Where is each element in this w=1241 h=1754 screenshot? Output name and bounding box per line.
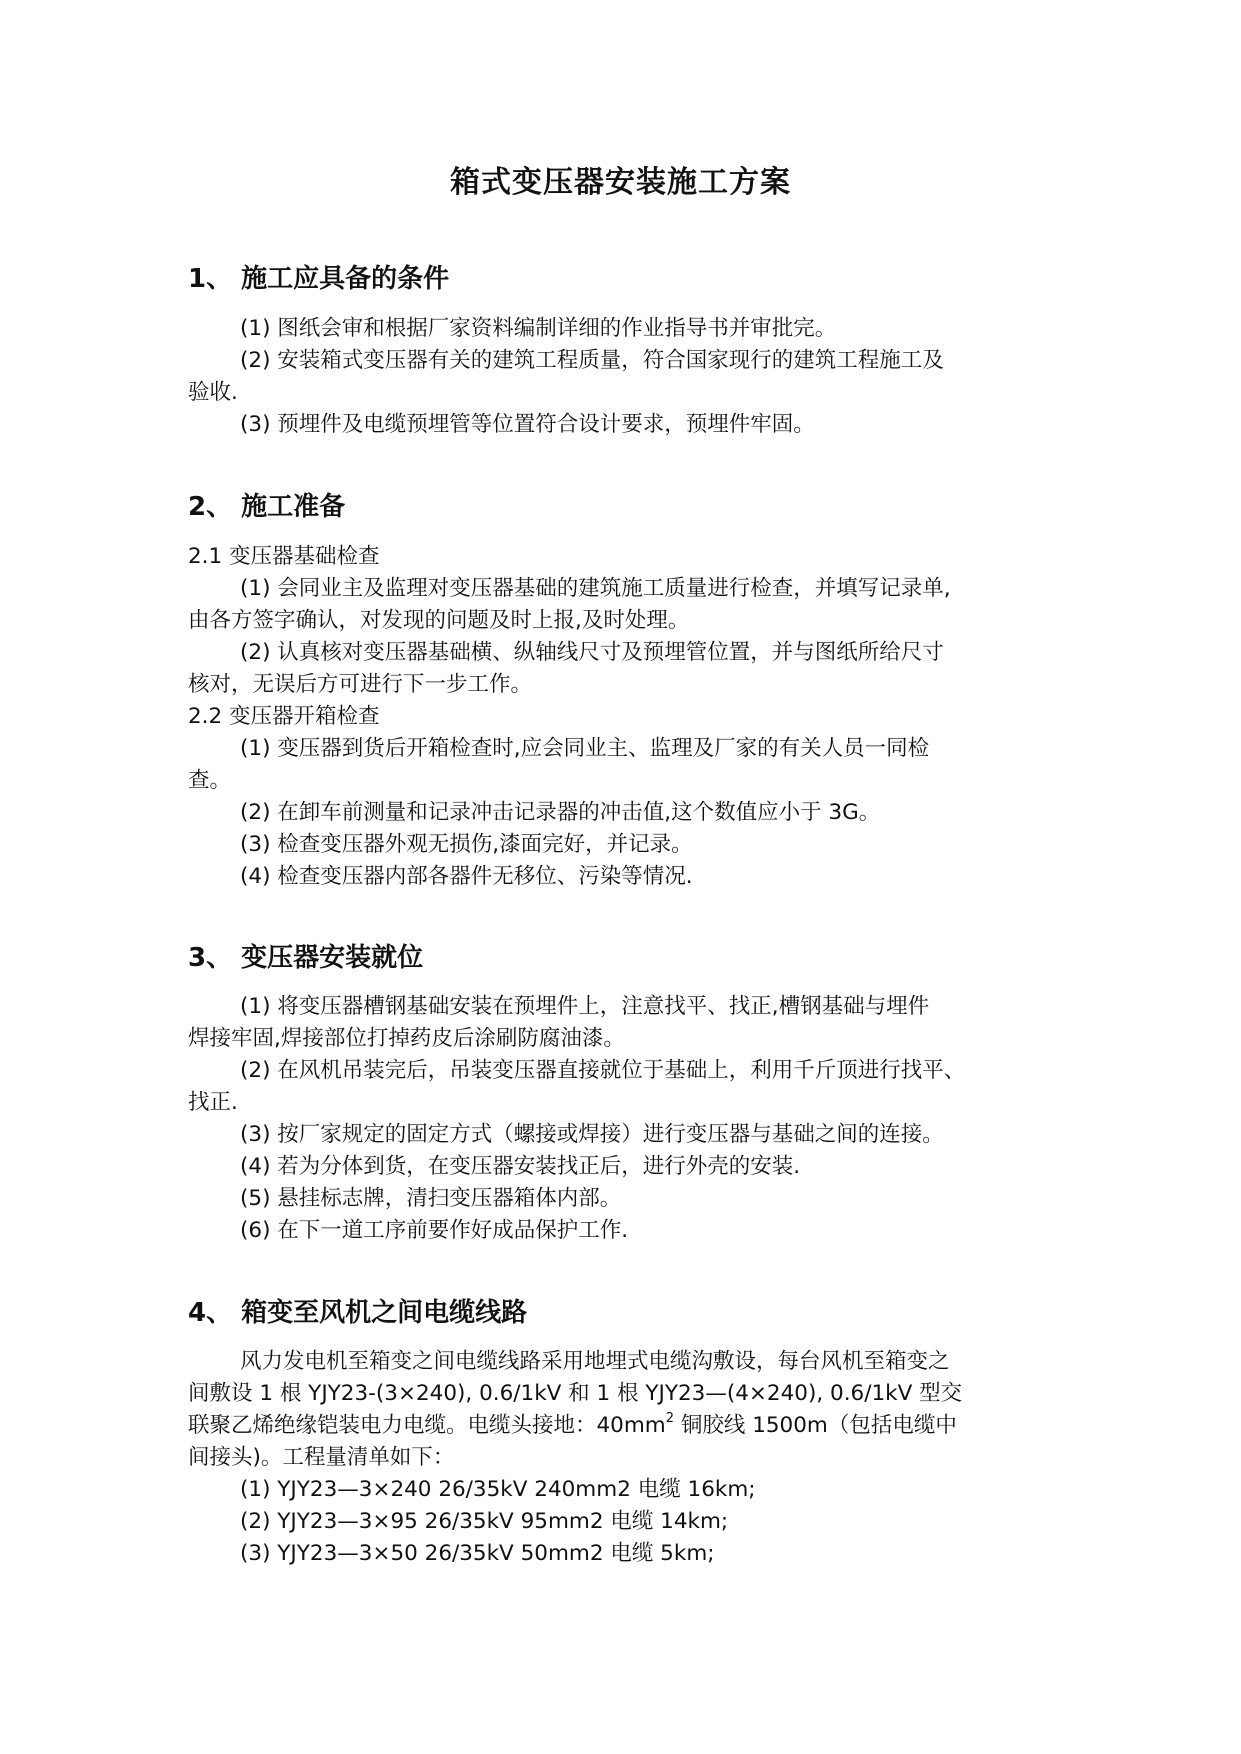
section-4-para-line-1: 风力发电机至箱变之间电缆线路采用地埋式电缆沟敷设，每台风机至箱变之 — [240, 1349, 950, 1374]
section-3-item-4: (4) 若为分体到货，在变压器安装找正后，进行外壳的安装. — [240, 1154, 801, 1179]
subsection-2-2-heading: 2.2 变压器开箱检查 — [188, 704, 380, 729]
section-4-para-line-4: 间接头)。工程量清单如下： — [188, 1445, 455, 1470]
section-4-para-line-3-b: 铜胶线 1500m（包括电缆中 — [674, 1413, 957, 1438]
subsection-2-2-item-1-cont: 查。 — [188, 768, 232, 793]
section-2-heading: 2、 施工准备 — [188, 492, 346, 522]
subsection-2-1-item-1-cont: 由各方签字确认，对发现的问题及时上报,及时处理。 — [188, 608, 690, 633]
section-1-item-3: (3) 预埋件及电缆预埋管等位置符合设计要求，预埋件牢固。 — [240, 412, 815, 437]
superscript-2: 2 — [665, 1410, 675, 1426]
subsection-2-1-heading: 2.1 变压器基础检查 — [188, 544, 380, 569]
subsection-2-1-item-2: (2) 认真核对变压器基础横、纵轴线尺寸及预埋管位置，并与图纸所给尺寸 — [240, 640, 944, 665]
section-4-para-line-3-a: 联聚乙烯绝缘铠装电力电缆。电缆头接地：40mm — [188, 1413, 666, 1438]
section-4-para-line-3 — [188, 1410, 957, 1442]
section-3-item-1-cont: 焊接牢固,焊接部位打掉药皮后涂刷防腐油漆。 — [188, 1026, 625, 1051]
subsection-2-1-item-2-cont: 核对，无误后方可进行下一步工作。 — [188, 672, 533, 697]
section-3-heading: 3、 变压器安装就位 — [188, 943, 424, 973]
document-title: 箱式变压器安装施工方案 — [450, 165, 791, 200]
section-3-item-3: (3) 按厂家规定的固定方式（螺接或焊接）进行变压器与基础之间的连接。 — [240, 1122, 944, 1147]
subsection-2-2-item-3: (3) 检查变压器外观无损伤,漆面完好，并记录。 — [240, 832, 693, 857]
cable-list-item-3: (3) YJY23—3×50 26/35kV 50mm2 电缆 5km; — [240, 1541, 715, 1566]
section-1-item-1: (1) 图纸会审和根据厂家资料编制详细的作业指导书并审批完。 — [240, 316, 837, 341]
section-1-item-2: (2) 安装箱式变压器有关的建筑工程质量，符合国家现行的建筑工程施工及 — [240, 348, 944, 373]
section-3-item-5: (5) 悬挂标志牌，清扫变压器箱体内部。 — [240, 1186, 622, 1211]
section-4-heading: 4、 箱变至风机之间电缆线路 — [188, 1298, 528, 1328]
subsection-2-1-item-1: (1) 会同业主及监理对变压器基础的建筑施工质量进行检查，并填写记录单, — [240, 576, 951, 601]
section-4-para-line-2: 间敷设 1 根 YJY23-(3×240), 0.6/1kV 和 1 根 YJY23—(4×240), 0.6/1kV 型交 — [188, 1381, 963, 1406]
section-1-item-2-cont: 验收. — [188, 380, 238, 405]
subsection-2-2-item-1: (1) 变压器到货后开箱检查时,应会同业主、监理及厂家的有关人员一同检 — [240, 736, 930, 761]
subsection-2-2-item-2: (2) 在卸车前测量和记录冲击记录器的冲击值,这个数值应小于 3G。 — [240, 800, 881, 825]
subsection-2-2-item-4: (4) 检查变压器内部各器件无移位、污染等情况. — [240, 864, 693, 889]
section-3-item-2: (2) 在风机吊装完后，吊装变压器直接就位于基础上，利用千斤顶进行找平、 — [240, 1058, 966, 1083]
section-1-heading: 1、 施工应具备的条件 — [188, 264, 450, 294]
cable-list-item-2: (2) YJY23—3×95 26/35kV 95mm2 电缆 14km; — [240, 1509, 729, 1534]
section-3-item-1: (1) 将变压器槽钢基础安装在预埋件上，注意找平、找正,槽钢基础与埋件 — [240, 994, 930, 1019]
cable-list-item-1: (1) YJY23—3×240 26/35kV 240mm2 电缆 16km; — [240, 1477, 756, 1502]
section-3-item-6: (6) 在下一道工序前要作好成品保护工作. — [240, 1218, 629, 1243]
section-3-item-2-cont: 找正. — [188, 1090, 238, 1115]
